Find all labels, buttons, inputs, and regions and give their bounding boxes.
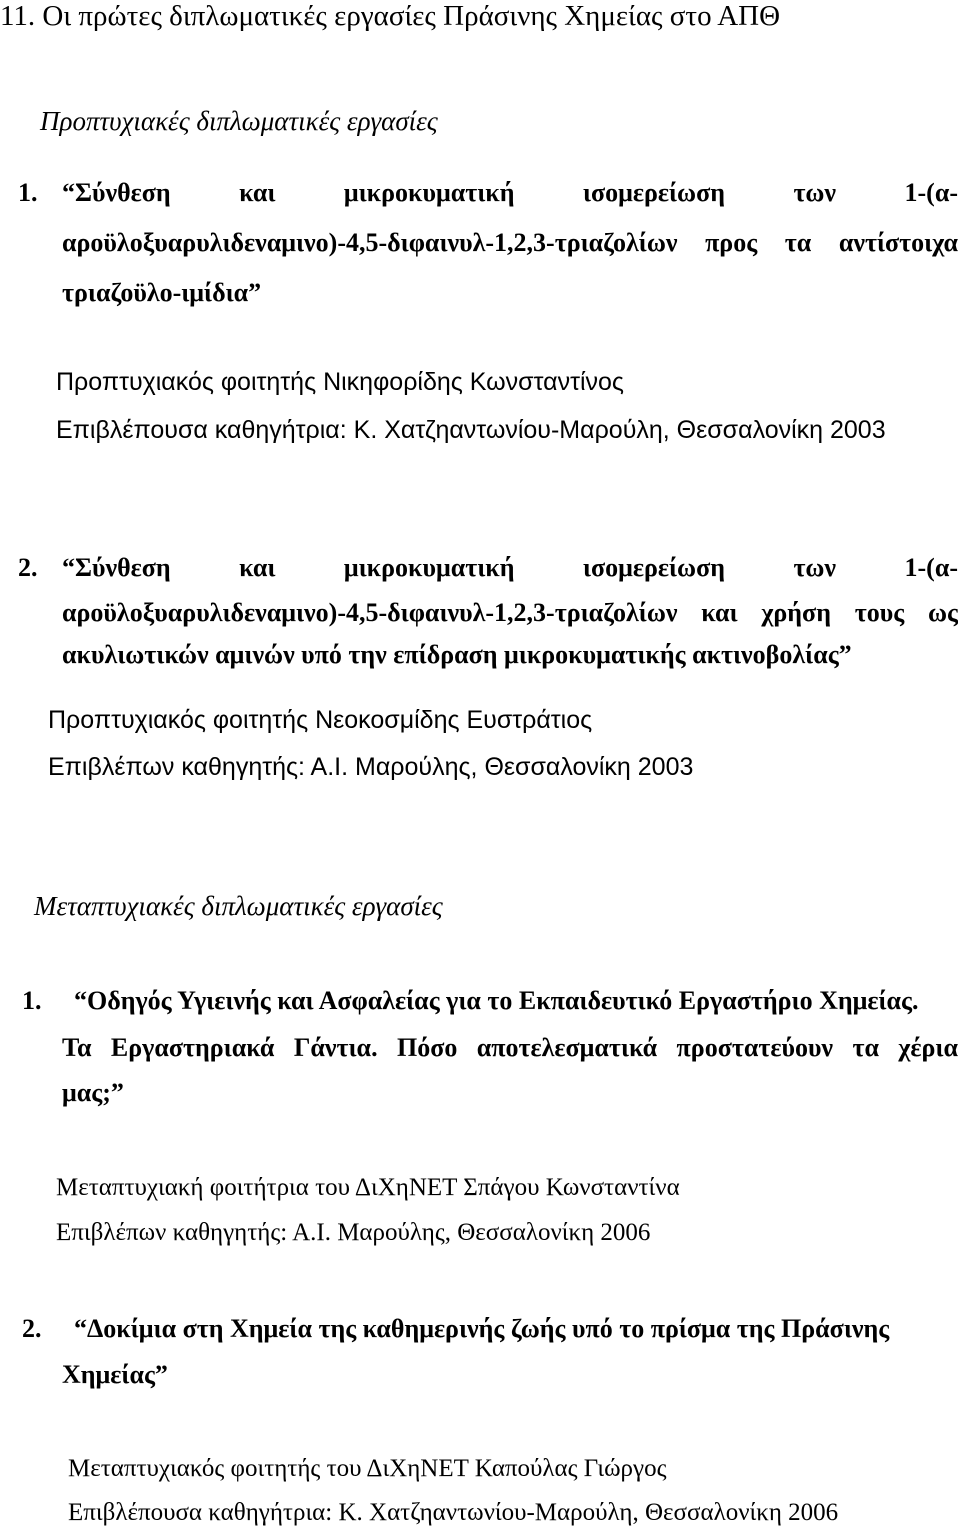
thesis-title-line: Τα Εργαστηριακά Γάντια. Πόσο αποτελεσματικά προστατεύουν τα χέρια <box>62 1035 958 1062</box>
thesis-title-line: ακυλιωτικών αμινών υπό την επίδραση μικροκυματικής ακτινοβολίας” <box>62 640 852 669</box>
thesis-title-line: “Σύνθεση και μικροκυματική ισομερείωση των 1-(α- <box>62 180 958 207</box>
thesis-title-line: αροϋλοξυαρυλιδεναμινο)-4,5-διφαινυλ-1,2,3-τριαζολίων και χρήση τους ως <box>62 600 958 627</box>
item-number: 2. <box>22 1314 42 1343</box>
section-title-postgraduate: Μεταπτυχιακές διπλωματικές εργασίες <box>34 891 443 921</box>
thesis-title-line: μας;” <box>62 1078 124 1107</box>
thesis-title-line: “Σύνθεση και μικροκυματική ισομερείωση των 1-(α- <box>62 555 958 582</box>
supervisor-line: Επιβλέπουσα καθηγήτρια: Κ. Χατζηαντωνίου-Μαρούλη, Θεσσαλονίκη 2006 <box>68 1499 839 1526</box>
document-heading: 11. Οι πρώτες διπλωματικές εργασίες Πράσινης Χημείας στο ΑΠΘ <box>0 0 781 32</box>
item-number: 2. <box>18 553 38 582</box>
student-line: Προπτυχιακός φοιτητής Νικηφορίδης Κωνσταντίνος <box>56 368 624 396</box>
item-number: 1. <box>18 178 38 207</box>
thesis-title-line: “Δοκίμια στη Χημεία της καθημερινής ζωής υπό το πρίσμα της Πράσινης <box>74 1314 890 1343</box>
supervisor-line: Επιβλέπων καθηγητής: Α.Ι. Μαρούλης, Θεσσαλονίκη 2003 <box>48 753 694 781</box>
student-line: Προπτυχιακός φοιτητής Νεοκοσμίδης Ευστράτιος <box>48 706 593 734</box>
item-number: 1. <box>22 986 42 1015</box>
supervisor-line: Επιβλέπουσα καθηγήτρια: Κ. Χατζηαντωνίου-Μαρούλη, Θεσσαλονίκη 2003 <box>56 416 886 444</box>
thesis-title-line: αροϋλοξυαρυλιδεναμινο)-4,5-διφαινυλ-1,2,3-τριαζολίων προς τα αντίστοιχα <box>62 230 958 257</box>
student-line: Μεταπτυχιακή φοιτήτρια του ΔιΧηΝΕΤ Σπάγου Κωνσταντίνα <box>56 1174 680 1201</box>
thesis-title-line: τριαζοϋλο-ιμίδια” <box>62 278 262 307</box>
supervisor-line: Επιβλέπων καθηγητής: Α.Ι. Μαρούλης, Θεσσαλονίκη 2006 <box>56 1219 651 1246</box>
section-title-undergraduate: Προπτυχιακές διπλωματικές εργασίες <box>40 106 438 136</box>
thesis-title-line: “Οδηγός Υγιεινής και Ασφαλείας για το Εκπαιδευτικό Εργαστήριο Χημείας. <box>74 986 919 1015</box>
student-line: Μεταπτυχιακός φοιτητής του ΔιΧηΝΕΤ Καπούλας Γιώργος <box>68 1455 667 1482</box>
thesis-title-line: Χημείας” <box>62 1360 168 1389</box>
